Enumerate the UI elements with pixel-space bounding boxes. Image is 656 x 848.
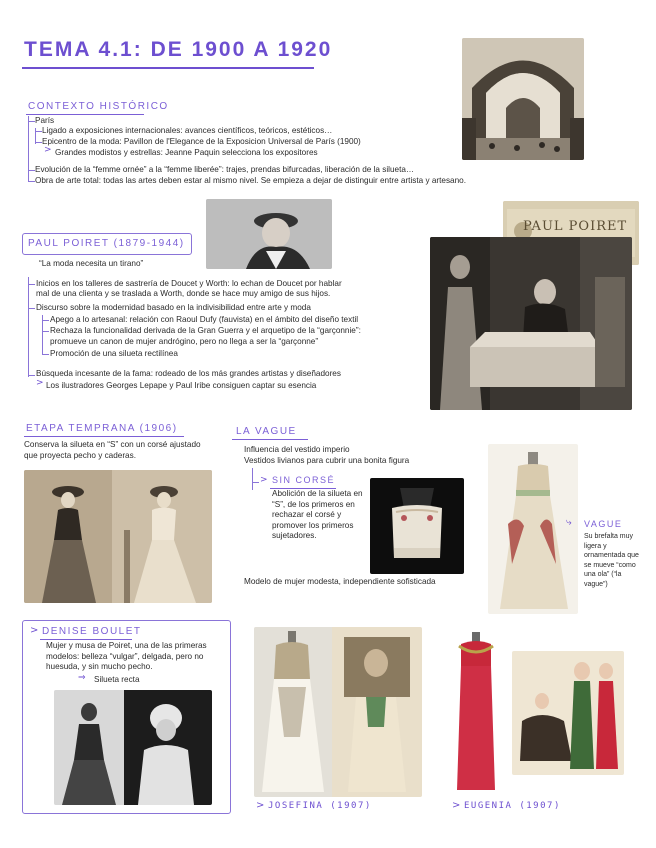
poiret-heading: PAUL POIRET (1879-1944) [28, 238, 185, 249]
brassiere-photo [370, 478, 464, 574]
denise-result: Silueta recta [94, 675, 140, 684]
contexto-item-obra: Obra de arte total: todas las artes deben estar al mismo nivel. Se empieza a dejar de distinguir entre artista y artesano. [35, 176, 466, 185]
denise-underline [40, 639, 132, 640]
poiret-item-fama: Búsqueda incesante de la fama: rodeado de los más grandes artistas y diseñadores [36, 369, 341, 378]
sin-corse-heading: SIN CORSÉ [272, 475, 336, 485]
poiret-subtree-line [42, 315, 43, 355]
josefina-caption: JOSEFINA (1907) [268, 801, 372, 811]
contexto-heading: CONTEXTO HISTÓRICO [28, 101, 169, 112]
arrow-icon: > [44, 145, 52, 155]
contexto-item-paris: París [35, 116, 55, 125]
poiret-tree-line [28, 277, 29, 377]
branch [28, 375, 35, 376]
poiret-item-discurso: Discurso sobre la modernidad basado en la indivisibilidad entre arte y moda [36, 303, 311, 312]
vague-side-text: Su brefalta muy ligera y ornamentada que se mueve “como una ola” (“la vague”) [584, 533, 639, 588]
eugenia-caption: EUGENIA (1907) [464, 801, 561, 811]
arrow-icon: > [452, 800, 461, 811]
vague-modelo: Modelo de mujer modesta, independiente sofisticada [244, 577, 436, 586]
arrow-icon: ⤷ [566, 517, 572, 528]
temprana-text: Conserva la silueta en “S” con un corsé ajustado que proyecta pecho y caderas. [24, 440, 201, 460]
vague-underline [232, 439, 308, 440]
branch [28, 181, 35, 182]
poiret-studio-photo [430, 237, 632, 410]
branch [28, 170, 35, 171]
vague-side-label: VAGUE [584, 519, 623, 529]
poiret-item-rechaza-cont: promueve un canon de mujer andrógino, pero no llega a ser la “garçonne” [50, 337, 319, 346]
poiret-item-promocion: Promoción de una silueta rectilínea [50, 349, 178, 358]
branch [42, 331, 49, 332]
branch [42, 320, 49, 321]
branch [35, 131, 42, 132]
temprana-underline [24, 436, 184, 437]
poiret-item-inicios: Inicios en los talleres de sastrería de Doucet y Worth: lo echan de Doucet por hablar [36, 279, 342, 288]
branch [28, 121, 35, 122]
branch [35, 142, 42, 143]
eugenia-dress-photo [449, 630, 503, 796]
vague-heading: LA VAGUE [236, 426, 297, 437]
arrow-icon: > [260, 475, 268, 485]
vague-line-livianos: Vestidos livianos para cubrir una bonita figura [244, 456, 410, 465]
poiret-portrait-photo [206, 199, 332, 269]
sin-corse-text: Abolición de la silueta en “S”, de los primeros en rechazar el corsé y promover los primeros sujetadores. [272, 489, 363, 541]
branch [252, 482, 259, 483]
page-title: TEMA 4.1: DE 1900 A 1920 [24, 38, 333, 61]
branch [28, 284, 35, 285]
poiret-label-text: PAUL POIRET [523, 219, 628, 234]
poiret-item-inicios-cont: mal de una clienta y se traslada a Worth, donde se hace muy amigo de sus hijos. [36, 289, 331, 298]
equals-arrow-icon: ⇒ [78, 673, 86, 683]
branch [28, 308, 35, 309]
title-underline [22, 67, 314, 69]
denise-text: Mujer y musa de Poiret, una de las primeras modelos: belleza “vulgar”, delgada, pero no huesuda, y sin mucho pecho. [46, 641, 207, 672]
temprana-photo [24, 470, 212, 603]
eugenia-illustration-photo [512, 651, 624, 775]
vague-dress-photo [488, 444, 578, 614]
contexto-item-exposiciones: Ligado a exposiciones internacionales: avances científicos, teóricos, estéticos… [42, 126, 333, 135]
arrow-icon: > [36, 378, 44, 388]
vague-line-imperio: Influencia del vestido imperio [244, 445, 350, 454]
exposition-gate-photo [462, 38, 584, 160]
poiret-item-rechaza: Rechaza la funcionalidad derivada de la Gran Guerra y el arquetipo de la “garçonnie”: [50, 326, 361, 335]
contexto-tree-line [28, 116, 29, 182]
contexto-item-modistos: Grandes modistos y estrellas: Jeanne Paquin selecciona los expositores [55, 148, 318, 157]
vague-tree-line [252, 468, 253, 490]
arrow-icon: > [30, 625, 39, 636]
denise-heading: DENISE BOULET [42, 626, 142, 637]
josefina-photo [254, 627, 422, 797]
poiret-quote: “La moda necesita un tirano” [39, 259, 144, 268]
poiret-item-artesanal: Apego a lo artesanal: relación con Raoul Dufy (fauvista) en el ámbito del diseño textil [50, 315, 359, 324]
arrow-icon: > [256, 800, 265, 811]
temprana-heading: ETAPA TEMPRANA (1906) [26, 423, 178, 434]
denise-photo [54, 690, 212, 805]
contexto-item-epicentro: Epicentro de la moda: Pavillon de l'Elegance de la Exposicion Universal de París (1900) [42, 137, 361, 146]
branch [42, 354, 49, 355]
contexto-item-evolucion: Evolución de la “femme ornée” a la “femme liberée”: trajes, prendas bifurcadas, liberación de la silueta… [35, 165, 415, 174]
poiret-item-ilustradores: Los ilustradores Georges Lepape y Paul Iribe consiguen captar su esencia [46, 381, 317, 390]
contexto-underline [26, 114, 144, 115]
